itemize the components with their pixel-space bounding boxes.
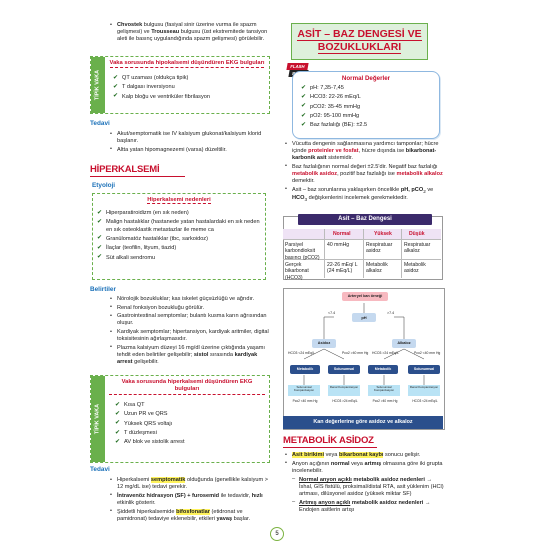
comp-value: HCO3 >24 mEq/L [332,399,358,403]
solunumsal-node: Solunumsal [328,365,360,374]
list-item: ✔ Kalp bloğu ve ventriküler fibrilasyon [113,94,210,101]
flashback-badge: FLASH [287,63,308,78]
metabolik-asidoz-list [285,452,445,516]
table-cell: Respiratuar alkaloz [404,242,431,255]
list-item: ✔ Baz fazlalığı (BE): ±2.5 [301,122,367,129]
list-item: ✔ Yüksek QRS voltajı [115,421,185,428]
chvostek-bullet: • Chvostek bulgusu (fasiyal sinir üzerine vurma ile spazm gelişmesi) ve Trousseau bulgusu (üst ekstremitede tansiyon aleti ile basınç uygulandığında spazm gelişmesi) görülebilir. [110,22,275,45]
list-item: ✔ AV blok ve sistolik arrest [115,439,185,446]
col-header-yuksek: Yüksek [374,231,392,237]
comp-value: HCO3 <24 mEq/L [412,399,438,403]
list-item: ✔ pCO2: 35-45 mmHg [301,104,367,111]
hiperkalsemi-title: HİPERKALSEMİ [90,164,185,176]
acid-base-flow-diagram [283,288,445,430]
diagram-caption: Kan değerlerine göre asidoz ve alkaloz [283,416,443,429]
page-number: 5 [270,527,284,541]
table-cell: 40 mmHg [327,242,350,248]
list-item: ✔ T dalgası inversiyonu [113,84,210,91]
table-title: Asit – Baz Dengesi [298,214,432,225]
table-cell: Metabolik alkaloz [366,262,388,275]
list-item: ✔ Malign hastalıklar (hastanede yatan hastalardaki en sık neden en sık osteoklastik metastazlar ile meme ca [97,219,262,233]
list-item: • Asit – baz sorunlarına yaklaşırken öncelikle pH, pCO$_2$ ve $HCO_3$ değişkenlerini incelemek gerekmektedir. [285,187,445,203]
list-item: ✔ Hiperparatiroidizm (en sık neden) [97,210,262,217]
hco3-low-label: HCO3 <24 mEq/L [288,351,315,355]
pco2-low-label: Pco2 <40 mm Hg [414,351,441,355]
list-item: • Gastrointestinal semptomlar; bulantı kusma karın ağrısından oluşur. [110,313,270,327]
comp-value: Pco2 >40 mm Hg [372,399,398,403]
list-item: ✔ QT uzaması (oldukça tipik) [113,75,210,82]
normal-values-box [292,71,440,139]
hco3-high-label: HCO3 >24 mEq/L [372,351,399,355]
comp-node: Solunumsal Kompanzasyon [288,385,320,396]
causes-list [97,210,262,264]
list-item: ✔ HCO3: 22-26 mEq/L [301,94,367,101]
solunumsal-node: Solunumsal [408,365,440,374]
gt-label: >7.4 [387,311,395,315]
tipik-vaka-label: TİPİK VAKA [91,57,105,113]
list-item: • İntravenöz hidrasyon (SF) + furosemid ile tedavidir, hızlı etkinlik gösterir. [110,493,270,507]
list-item: • Anyon açığının normal veya artmış olmasına göre iki grupta incelenebilir. – Normal anyon açıklı metabolik asidoz nedenleri → İshal, GİS fistülü, proksimal/distal RTA, asit yüklenim (HCl) artması, dilüsyonel asidoz (yüksek miktar SF) – Artmış anyon açıklı metabolik asidoz nedenleri → Endojen asitlerin artışı [285,461,445,515]
hypo-ekg-list [113,75,210,103]
tedavi2-list [110,477,270,524]
list-item: ✔ Süt alkali sendromu [97,255,262,262]
list-item: – Normal anyon açıklı metabolik asidoz nedenleri → İshal, GİS fistülü, proksimal/distal RTA, asit yüklenim (HCl) artması, dilüsyonel asidoz (yüksek miktar SF) [292,477,445,498]
list-item: ✔ Uzun PR ve QRS [115,411,185,418]
table-cell: Respiratuar asidoz [366,242,393,255]
table-cell: Metabolik asidoz [404,262,426,275]
asidoz-node: Asidoz [312,339,336,348]
list-item: • Vücutta dengenin sağlanmasına yardımcı tamponlar; hücre içinde proteinler ve fosfat, hücre dışında ise bikarbonat- karbonik asit sistemidir. [285,141,445,162]
hyper-ekg-list [115,402,185,449]
ph-node: pH [352,313,376,322]
tipik-vaka-label: TİPİK VAKA [91,376,105,462]
box-heading: Vaka sorusunda hiperkalsemi düşündüren EKG bulguları [109,379,265,395]
box-heading: Hiperkalsemi nedenleri [147,197,211,203]
normal-values-list [301,85,367,132]
hypocalcemia-ekg-box [90,56,270,114]
list-item: • Hiperkalsemi semptomatik olduğunda (genellikle kalsiyum > 12 mg/dL ise) tedavi gerekir. [110,477,270,491]
tedavi-list [110,131,270,155]
alkaloz-node: Alkaloz [392,339,416,348]
table-cell: 22-26 mEq/ L (24 mEq/L) [327,262,358,275]
comp-node: Renal Kompanzasyon [328,385,360,396]
belirtiler-list [110,296,270,368]
metabolik-node: Metabolik [368,365,398,374]
list-item: • Akut/semptomatik ise IV kalsiyum glukonat/kalsiyum klorid başlanır. [110,131,270,145]
hypercalcemia-causes-box [92,193,266,280]
list-item: ✔ Granülomatöz hastalıklar (tbc, sarkoidoz) [97,236,262,243]
list-item: ✔ T düzleşmesi [115,430,185,437]
comp-node: Solunumsal Kompanzasyon [368,385,400,396]
table-row-label: Gerçek bikarbonat (HCO3) [285,262,309,281]
etyoloji-heading: Etyoloji [92,182,116,189]
comp-value: Pco2 <40 mm Hg [292,399,318,403]
col-header-dusuk: Düşük [409,231,425,237]
list-item: ✔ Kısa QT [115,402,185,409]
tedavi2-heading: Tedavi [90,466,110,473]
list-item: – Artmış anyon açıklı metabolik asidoz nedenleri → Endojen asitlerin artışı [292,500,445,514]
list-item: • Baz fazlalığının normal değeri ±2.5'dir. Negatif baz fazlalığı metabolik asidoz, pozitif baz fazlalığı ise metabolik alkaloz demektir. [285,164,445,185]
list-item: • Şiddetli hiperkalsemide bifosfonatlar (etidronat ve pamidronat) tedaviye eklenebilir, etkileri yavaş başlar. [110,509,270,523]
pco2-high-label: Pco2 >40 mm Hg [342,351,369,355]
list-item: • Renal fonksiyon bozukluğu görülür. [110,305,270,312]
metabolik-asidoz-title: METABOLİK ASİDOZ [283,435,377,447]
list-item: ✔ pH: 7,35-7,45 [301,85,367,92]
col-header-normal: Normal [333,231,351,237]
list-item: • Nörolojik bozukluklar; kas iskelet güçsüzlüğü ve ağrıdır. [110,296,270,303]
list-item: ✔ İlaçlar (teofilin, lityum, tiazid) [97,245,262,252]
arterial-blood-node: Arteryel kan örneği [342,292,388,301]
list-item: • Plazma kalsiyum düzeyi 16 mg/dl üzerine çıktığında yaşamı tehdit eden belirtiler gelişebilir; sistol sırasında kardiyak arrest gelişebilir. [110,345,270,366]
section-banner: ASİT – BAZ DENGESİ VE BOZUKLUKLARI [291,23,428,60]
table-row-label: Parsiyel karbondioksit basıncı (pCO2) [285,242,320,261]
box-heading: Normal Değerler [341,75,391,82]
lt-label: <7.4 [328,311,336,315]
list-item: • Kardiyak semptomlar; hipertansiyon, kardiyak aritmiler, digital toksisitesinin ağırlaşmasıdır. [110,329,270,343]
belirtiler-heading: Belirtiler [90,286,116,293]
list-item: • Asit birikimi veya bikarbonat kaybı sonucu gelişir. [285,452,445,459]
tedavi-heading: Tedavi [90,120,110,127]
comp-node: Renal Kompanzasyon [408,385,440,396]
list-item: ✔ pO2: 95-100 mmHg [301,113,367,120]
buffer-bullets [285,141,445,205]
hypercalcemia-ekg-box [90,375,270,463]
box-heading: Vaka sorusunda hipokalsemi düşündüren EKG bulguları [109,60,265,68]
metabolik-node: Metabolik [290,365,320,374]
list-item: • Altta yatan hipomagnezemi (varsa) düzeltilir. [110,147,270,154]
